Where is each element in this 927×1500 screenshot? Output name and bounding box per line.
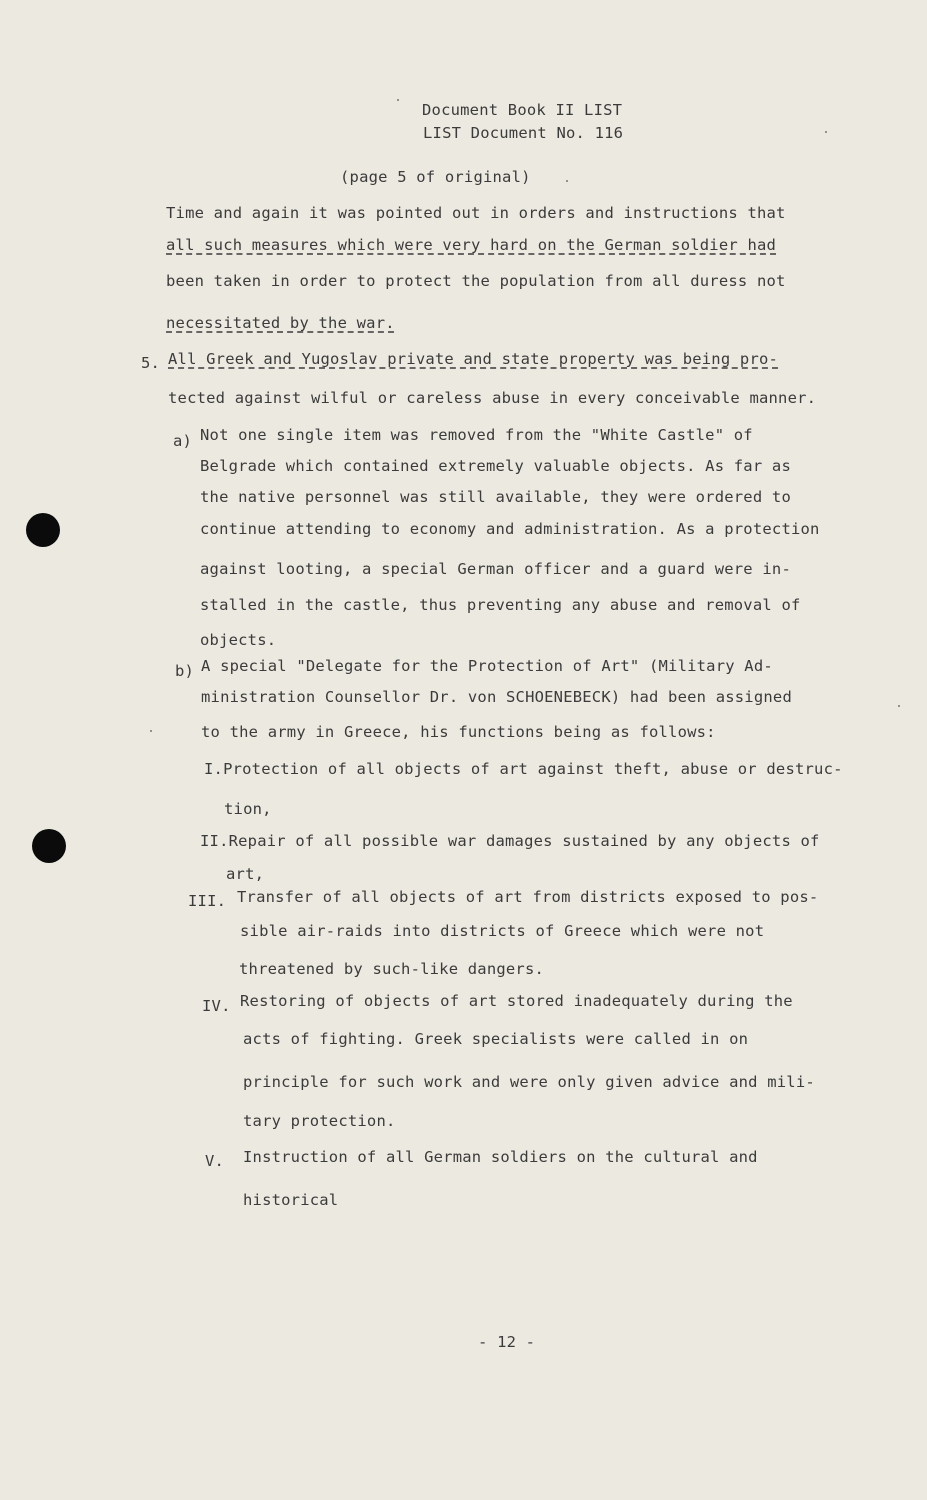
function-iv-line: acts of fighting. Greek specialists were called in on xyxy=(243,1030,749,1048)
intro-line: all such measures which were very hard on the German soldier had xyxy=(166,236,777,254)
sub-a-line: stalled in the castle, thus preventing any abuse and removal of xyxy=(200,596,801,614)
function-iii-line: Transfer of all objects of art from districts exposed to pos- xyxy=(237,888,819,906)
sub-a-line: objects. xyxy=(200,631,277,649)
page-reference: (page 5 of original) xyxy=(340,168,531,186)
sub-a-line: Belgrade which contained extremely valuable objects. As far as xyxy=(200,457,791,475)
function-iii-line: threatened by such-like dangers. xyxy=(239,960,545,978)
sub-a-line: continue attending to economy and administration. As a protection xyxy=(200,520,820,538)
function-ii-line: art, xyxy=(226,865,265,883)
speck xyxy=(566,180,568,182)
function-iv-line: Restoring of objects of art stored inadequately during the xyxy=(240,992,793,1010)
function-i-line: I.Protection of all objects of art against theft, abuse or destruc- xyxy=(204,760,843,778)
item-5-line: All Greek and Yugoslav private and state property was being pro- xyxy=(168,350,779,368)
function-i-line: tion, xyxy=(224,800,272,818)
function-iii-number: III. xyxy=(188,892,227,910)
function-v-line: historical xyxy=(243,1191,339,1209)
sub-a-label: a) xyxy=(173,432,193,450)
intro-line: been taken in order to protect the population from all duress not xyxy=(166,272,786,290)
function-iii-line: sible air-raids into districts of Greece which were not xyxy=(240,922,765,940)
sub-b-line: ministration Counsellor Dr. von SCHOENEBECK) had been assigned xyxy=(201,688,792,706)
page-number: - 12 - xyxy=(478,1333,536,1351)
function-ii-line: II.Repair of all possible war damages sustained by any objects of xyxy=(200,832,820,850)
function-iv-number: IV. xyxy=(202,997,231,1015)
sub-b-line: to the army in Greece, his functions being as follows: xyxy=(201,723,716,741)
punch-hole xyxy=(32,829,66,863)
speck xyxy=(898,705,900,707)
speck xyxy=(150,730,152,732)
item-5-line: tected against wilful or careless abuse in every conceivable manner. xyxy=(168,389,817,407)
function-iv-line: principle for such work and were only given advice and mili- xyxy=(243,1073,815,1091)
sub-b-line: A special "Delegate for the Protection of Art" (Military Ad- xyxy=(201,657,773,675)
function-v-number: V. xyxy=(205,1152,225,1170)
function-iv-line: tary protection. xyxy=(243,1112,396,1130)
sub-a-line: the native personnel was still available, they were ordered to xyxy=(200,488,791,506)
intro-line: Time and again it was pointed out in orders and instructions that xyxy=(166,204,786,222)
sub-b-label: b) xyxy=(175,662,195,680)
speck xyxy=(397,99,399,101)
speck xyxy=(825,131,827,133)
sub-a-line: Not one single item was removed from the "White Castle" of xyxy=(200,426,753,444)
header-line-1: Document Book II LIST xyxy=(422,101,623,119)
function-v-line: Instruction of all German soldiers on the cultural and xyxy=(243,1148,758,1166)
intro-line: necessitated by the war. xyxy=(166,314,395,332)
sub-a-line: against looting, a special German officer and a guard were in- xyxy=(200,560,791,578)
header-line-2: LIST Document No. 116 xyxy=(423,124,624,142)
punch-hole xyxy=(26,513,60,547)
item-5-number: 5. xyxy=(141,354,161,372)
